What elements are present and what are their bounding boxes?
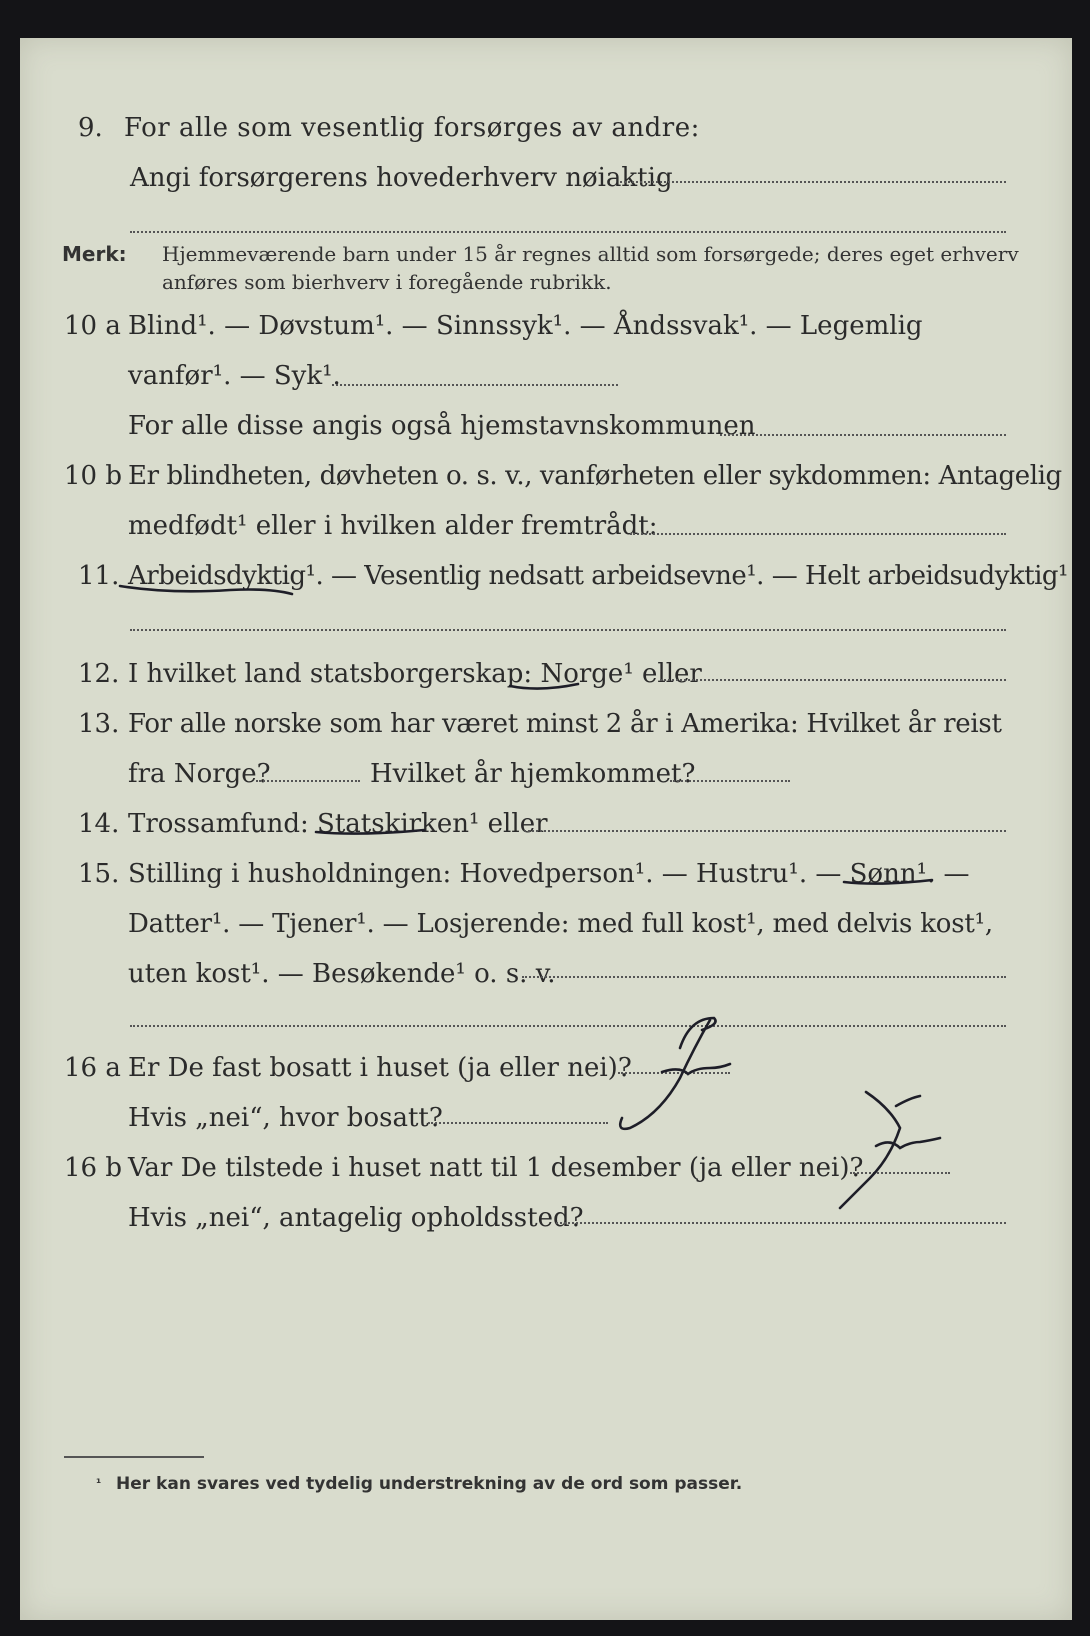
- q9-line1: For alle som vesentlig forsørges av andre:: [124, 113, 700, 143]
- merk-line1: Hjemmeværende barn under 15 år regnes alltid som forsørgede; deres eget erhverv: [162, 242, 1019, 266]
- underline-norge: [510, 684, 578, 689]
- q16a-line2: Hvis „nei“, hvor bosatt?: [128, 1103, 443, 1133]
- q14-line1: Trossamfund: Statskirken¹ eller: [128, 809, 548, 839]
- q9-line2: Angi forsørgerens hovederhverv nøiaktig: [130, 163, 673, 193]
- q11-line1: Arbeidsdyktig¹. — Vesentlig nedsatt arbeidsevne¹. — Helt arbeidsudyktig¹: [128, 561, 1068, 591]
- q13-line1: For alle norske som har været minst 2 år i Amerika: Hvilket år reist: [128, 709, 1002, 739]
- footnote-text: Her kan svares ved tydelig understrekning av de ord som passer.: [116, 1474, 743, 1494]
- q10a-line1: Blind¹. — Døvstum¹. — Sinnssyk¹. — Åndssvak¹. — Legemlig: [128, 311, 923, 341]
- q10b-line1: Er blindheten, døvheten o. s. v., vanførheten eller sykdommen: Antagelig: [128, 461, 1062, 491]
- handwritten-answer-16a: [620, 1018, 730, 1129]
- census-form-sheet: [20, 38, 1072, 1620]
- q15-line3: uten kost¹. — Besøkende¹ o. s. v.: [128, 959, 556, 989]
- q13-line2a: fra Norge?: [128, 759, 271, 789]
- q15-line2: Datter¹. — Tjener¹. — Losjerende: med full kost¹, med delvis kost¹,: [128, 909, 993, 939]
- q15-number: 15.: [78, 859, 120, 889]
- handwriting-layer: [20, 38, 1072, 1620]
- q11-number: 11.: [78, 561, 120, 591]
- q15-line1: Stilling i husholdningen: Hovedperson¹. — Hustru¹. — Sønn¹. —: [128, 859, 970, 889]
- underline-arbeidsdyktig: [120, 586, 292, 594]
- q10a-number: 10 a: [64, 311, 121, 341]
- handwritten-answer-16b: [840, 1092, 940, 1208]
- merk-line2: anføres som bierhverv i foregående rubrikk.: [162, 270, 612, 294]
- q10a-line2: vanfør¹. — Syk¹.: [128, 361, 341, 391]
- q16b-line1: Var De tilstede i huset natt til 1 desember (ja eller nei)?: [128, 1153, 864, 1183]
- q13-number: 13.: [78, 709, 120, 739]
- q16b-number: 16 b: [64, 1153, 122, 1183]
- q16a-line1: Er De fast bosatt i huset (ja eller nei)?: [128, 1053, 632, 1083]
- underline-sonn: [844, 880, 932, 884]
- q12-number: 12.: [78, 659, 120, 689]
- q10b-line2: medfødt¹ eller i hvilken alder fremtrådt:: [128, 511, 658, 541]
- q10b-number: 10 b: [64, 461, 122, 491]
- q16b-line2: Hvis „nei“, antagelig opholdssted?: [128, 1203, 584, 1233]
- q10a-line3: For alle disse angis også hjemstavnskommunen: [128, 411, 756, 441]
- footnote-rule: [64, 1456, 204, 1458]
- q16a-number: 16 a: [64, 1053, 121, 1083]
- q13-line2b: Hvilket år hjemkommet?: [370, 759, 696, 789]
- q12-line1: I hvilket land statsborgerskap: Norge¹ eller: [128, 659, 702, 689]
- underline-statskirken: [316, 830, 424, 834]
- merk-label: Merk:: [62, 242, 127, 266]
- footnote-mark: ¹: [96, 1476, 102, 1490]
- q14-number: 14.: [78, 809, 120, 839]
- q9-number: 9.: [78, 113, 103, 143]
